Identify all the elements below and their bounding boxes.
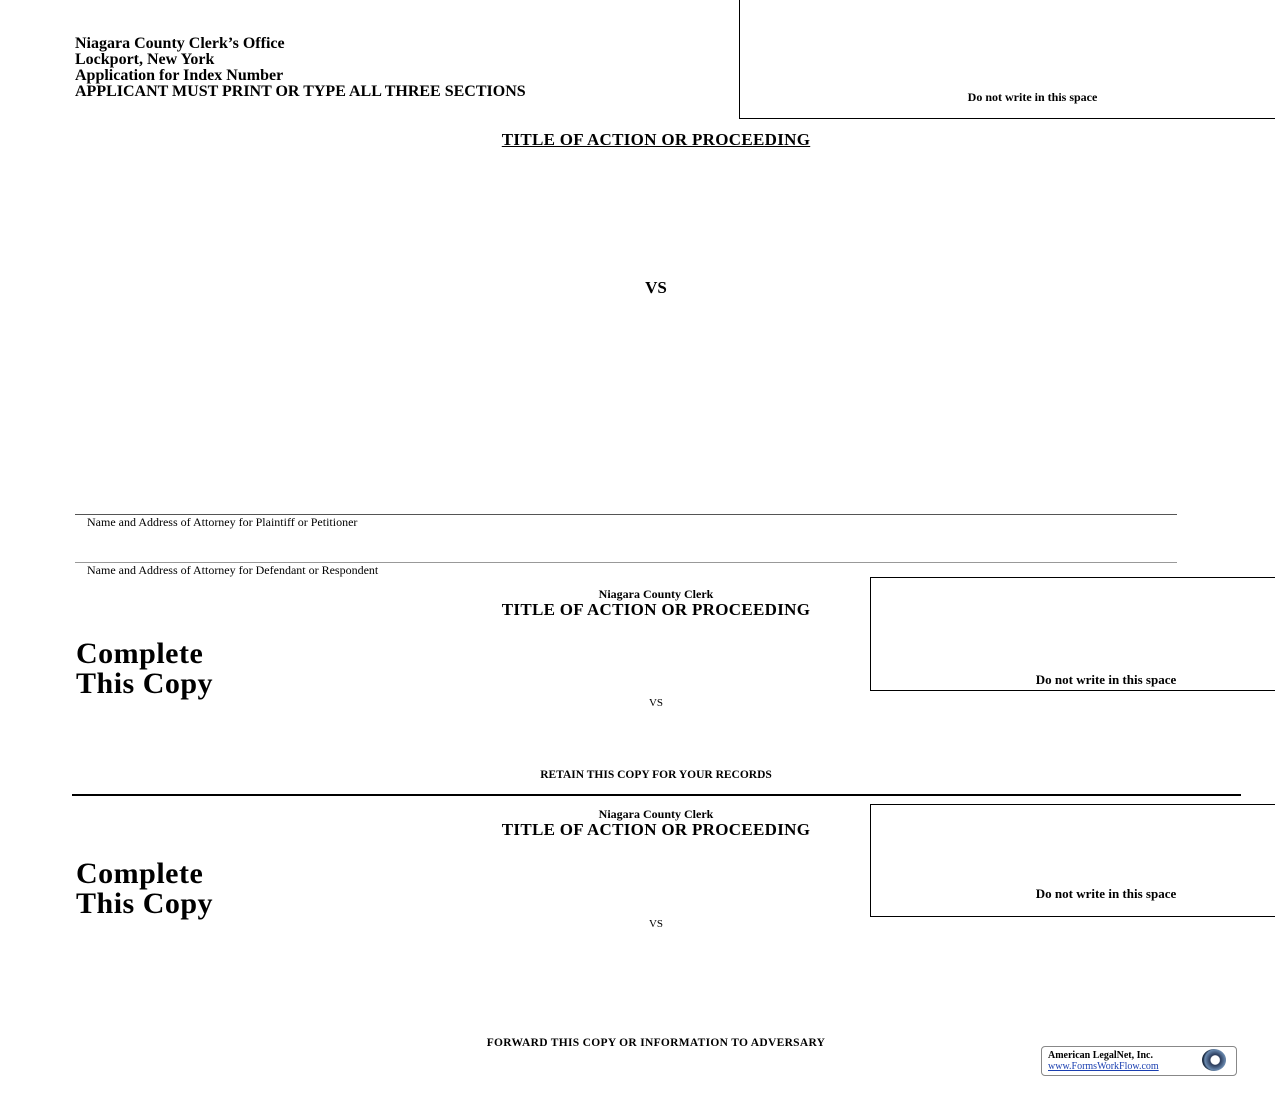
header-instruction: APPLICANT MUST PRINT OR TYPE ALL THREE SECTIONS [75, 83, 526, 100]
logo-company: American LegalNet, Inc. [1048, 1050, 1153, 1061]
header-block [75, 36, 526, 100]
office-use-label: Do not write in this space [1035, 886, 1177, 901]
complete-line1: Complete [76, 857, 204, 890]
office-use-box-2 [870, 577, 1275, 691]
section2-footer: RETAIN THIS COPY FOR YOUR RECORDS [540, 769, 772, 781]
section1-title: TITLE OF ACTION OR PROCEEDING [501, 130, 811, 149]
section3-title: TITLE OF ACTION OR PROCEEDING [501, 820, 811, 839]
header-office: Niagara County Clerk’s Office [75, 35, 285, 52]
section3-clerk: Niagara County Clerk [598, 807, 714, 821]
header-form-name: Application for Index Number [75, 67, 284, 84]
complete-line2: This Copy [76, 887, 214, 920]
section2-complete-label [76, 639, 213, 699]
section-divider [72, 794, 1241, 796]
section3-complete-label [76, 859, 213, 919]
section2-vs: VS [648, 697, 664, 709]
plaintiff-attorney-label: Name and Address of Attorney for Plaintiff or Petitioner [87, 515, 358, 529]
section2-clerk: Niagara County Clerk [598, 587, 714, 601]
globe-icon [1202, 1049, 1226, 1071]
office-use-label: Do not write in this space [1035, 672, 1177, 687]
section2-title: TITLE OF ACTION OR PROCEEDING [501, 600, 811, 619]
logo-url[interactable]: www.FormsWorkFlow.com [1048, 1061, 1159, 1072]
complete-line2: This Copy [76, 667, 214, 700]
defendant-attorney-label: Name and Address of Attorney for Defendant or Respondent [87, 563, 379, 577]
section1-vs: VS [645, 278, 667, 297]
section3-vs: VS [648, 918, 664, 930]
office-use-box-3 [870, 804, 1275, 917]
office-use-box-1 [739, 0, 1275, 119]
header-location: Lockport, New York [75, 51, 215, 68]
complete-line1: Complete [76, 637, 204, 670]
american-legalnet-logo[interactable] [1041, 1046, 1237, 1076]
section3-footer: FORWARD THIS COPY OR INFORMATION TO ADVERSARY [486, 1037, 826, 1049]
office-use-label: Do not write in this space [967, 90, 1098, 104]
